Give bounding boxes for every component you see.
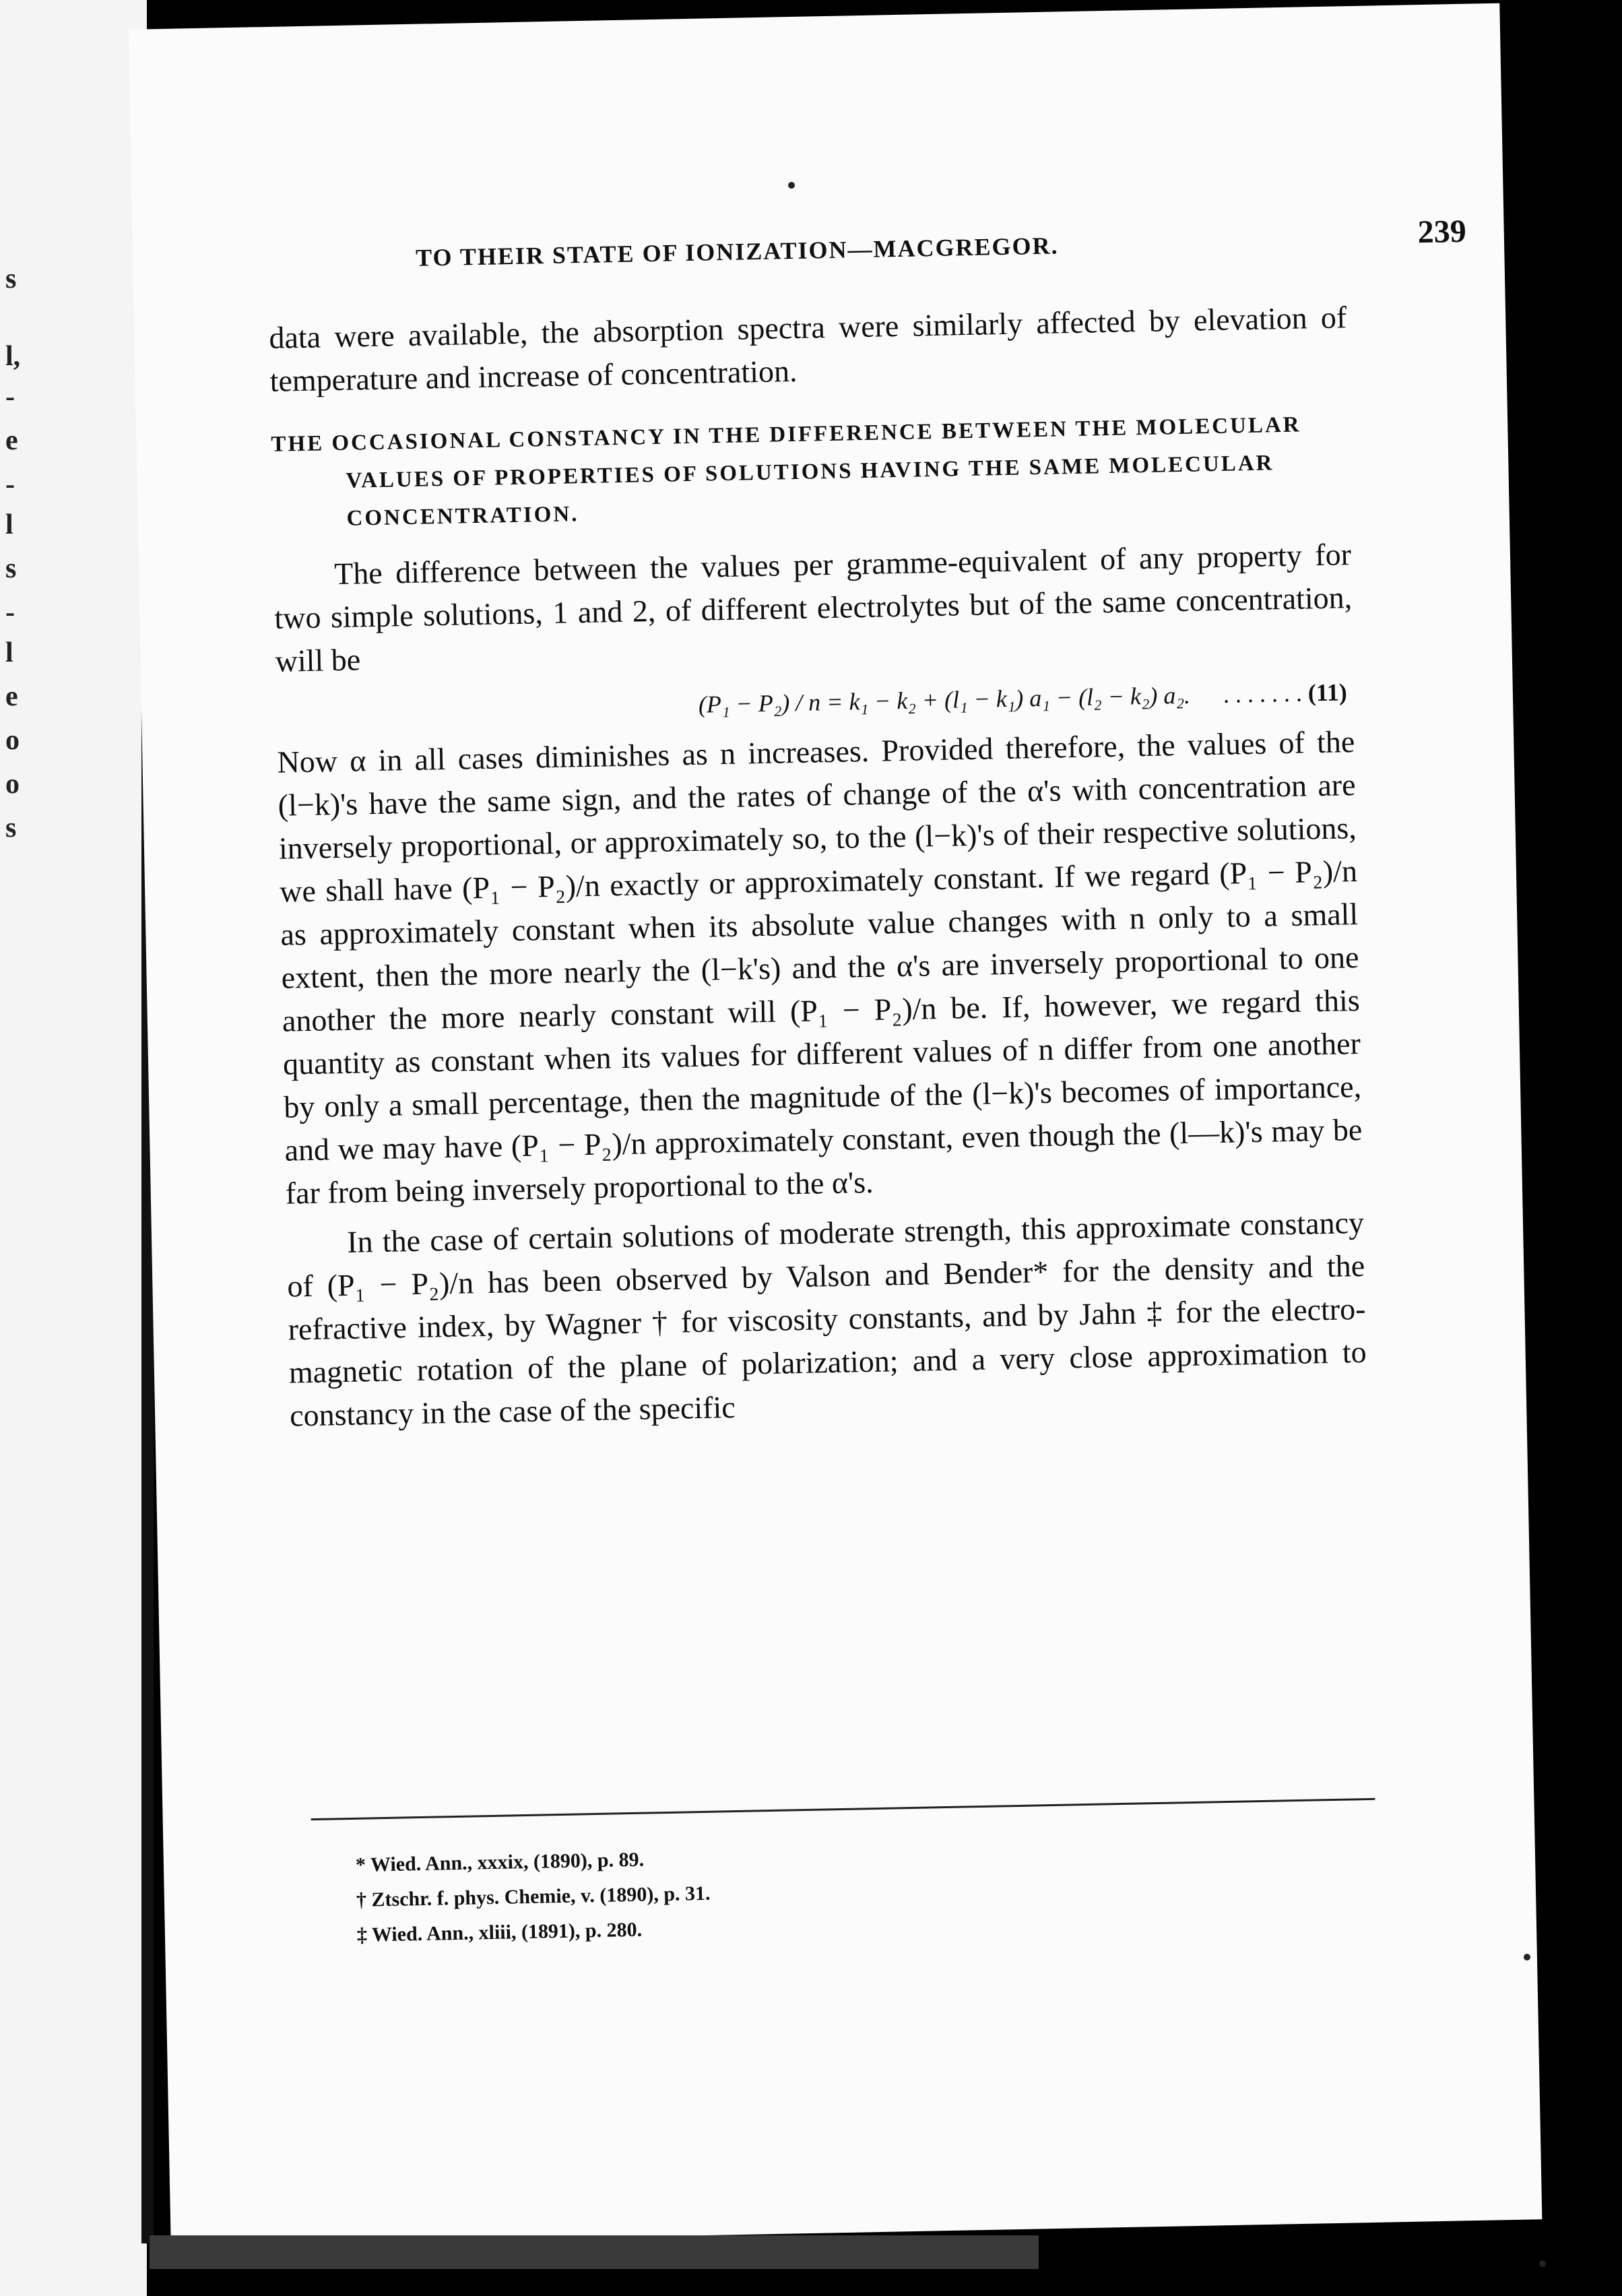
running-head: TO THEIR STATE OF IONIZATION—MACGREGOR. <box>415 232 1059 272</box>
left-page-fragment: - <box>5 381 15 412</box>
left-page-fragment: - <box>5 469 15 500</box>
scan-speck <box>788 182 795 189</box>
body-text <box>269 296 1368 1437</box>
paragraph: The difference between the values per gramme-equivalent of any property for two simple solutions, 1 and 2, of different electrolytes but of the same concentration, will be <box>273 537 1353 678</box>
equation-expression: (P₁ − P₂) / n = k₁ − k₂ + (l₁ − k₁) a₁ − (l₂ − k₂) a₂. <box>698 681 1191 718</box>
paragraph: In the case of certain solutions of moderate strength, this approximate constancy of (P₁ − P₂)/n has been observed by Valson and Bender* for the density and the refractive index, by Wagner † for viscosity constants, and by Jahn ‡ for the electro-magnetic rotation of the plane of polarization; and a very close approximation to constancy in the case of the specific <box>286 1205 1367 1433</box>
footnote-rule <box>311 1798 1375 1820</box>
scan-speck <box>1539 2260 1546 2267</box>
paragraph-continued: data were available, the absorption spectra were similarly affected by elevation of temperature and increase of concentration. <box>268 300 1347 398</box>
left-page-fragment: o <box>5 769 20 800</box>
section-heading: THE OCCASIONAL CONSTANCY IN THE DIFFERENCE BETWEEN THE MOLECULAR VALUES OF PROPERTIES OF SOLUTIONS HAVING THE SAME MOLECULAR CONCENTRATION. <box>271 412 1301 531</box>
left-page-fragment: - <box>5 597 15 628</box>
left-page-fragment: s <box>5 812 17 843</box>
left-page-fragment: e <box>5 425 18 456</box>
left-page-fragment: s <box>5 553 17 584</box>
left-page-edge <box>0 0 147 2296</box>
left-page-fragment: o <box>5 725 20 756</box>
equation-leader: . . . . . . . <box>1216 679 1309 708</box>
left-page-fragment: l <box>5 637 13 668</box>
equation-number: (11) <box>1307 678 1348 707</box>
left-page-fragment: s <box>5 263 17 294</box>
scan-speck <box>1524 1954 1530 1960</box>
page-number: 239 <box>1417 213 1467 251</box>
paragraph: Now α in all cases diminishes as n increases. Provided therefore, the values of the (l−k)'s have the same sign, and the rates of change of the α's with concentration are inversely proportional, or approximately so, to the (l−k)'s of their respective solutions, we shall have (P₁ − P₂)/n exactly or approximately constant. If we regard (P₁ − P₂)/n as approximately constant when its absolute value changes with n only to a small extent, then the more nearly the (l−k's) and the α's are inversely proportional to one another the more nearly constant will (P₁ − P₂)/n be. If, however, we regard this quantity as constant when its values for different values of n differ from one another by only a small percentage, then the magnitude of the (l−k)'s becomes of importance, and we may have (P₁ − P₂)/n approximately constant, even though the (l—k)'s may be far from being inversely proportional to the α's. <box>277 724 1363 1211</box>
left-page-fragment: l <box>5 509 13 540</box>
left-page-fragment: e <box>5 681 18 712</box>
footnote: * Wied. Ann., xxxix, (1890), p. 89. <box>355 1848 645 1876</box>
book-page <box>129 3 1543 2245</box>
footnotes <box>355 1828 1367 1953</box>
left-page-fragment: l, <box>5 341 21 372</box>
footnote: ‡ Wied. Ann., xliii, (1891), p. 280. <box>356 1918 643 1946</box>
footnote: † Ztschr. f. phys. Chemie, v. (1890), p. 31. <box>356 1882 711 1911</box>
scan-shadow-strip <box>150 2235 1039 2269</box>
page-header <box>415 213 1466 274</box>
